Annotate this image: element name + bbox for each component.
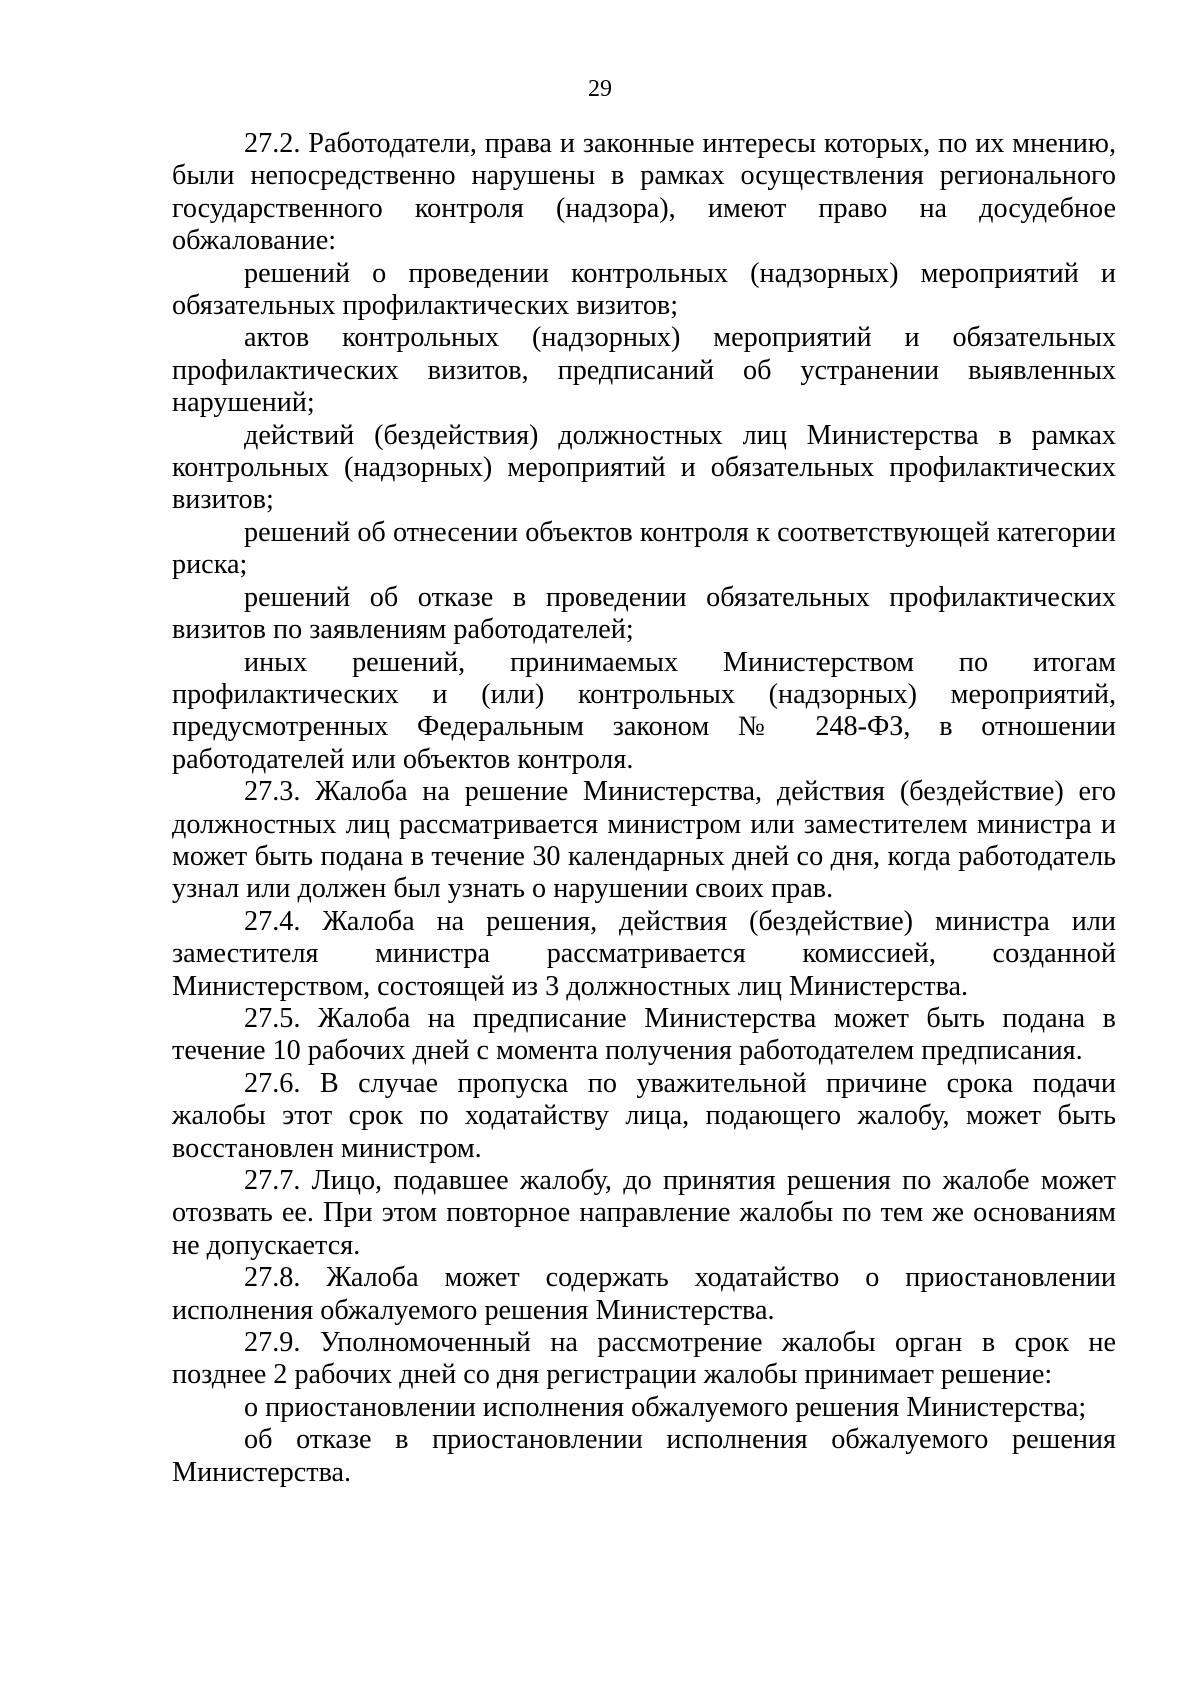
list-item-suspension: о приостановлении исполнения обжалуемого решения Министерства; (244, 1391, 1087, 1423)
paragraph-27-7: 27.7. Лицо, подавшее жалобу, до принятия решения по жалобе может отозвать ее. При этом повторное направление жалобы по тем же основаниям не допускается. (172, 1165, 1116, 1261)
paragraph-27-4: 27.4. Жалоба на решения, действия (бездействие) министра или заместителя министра рассматривается комиссией, созданной Министерством, состоящей из 3 должностных лиц Министерства. (172, 905, 1116, 1002)
document-body (172, 128, 1116, 1489)
page-number: 29 (588, 76, 612, 102)
list-item-actions: действий (бездействия) должностных лиц Министерства в рамках контрольных (надзорных) мероприятий и обязательных профилактических визитов; (172, 419, 1116, 516)
list-item-refusal-suspension: об отказе в приостановлении исполнения обжалуемого решения Министерства. (172, 1424, 1116, 1488)
paragraph-27-6: 27.6. В случае пропуска по уважительной причине срока подачи жалобы этот срок по ходатайству лица, подающего жалобу, может быть восстановлен министром. (172, 1067, 1116, 1164)
list-item-other-decisions: иных решений, принимаемых Министерством по итогам профилактических и (или) контрольных (надзорных) мероприятий, предусмотренных Федеральным законом № 248-ФЗ, в отношении работодателей или объектов контроля. (172, 646, 1116, 775)
paragraph-27-2: 27.2. Работодатели, права и законные интересы которых, по их мнению, были непосредственно нарушены в рамках осуществления регионального государственного контроля (надзора), имеют право на досудебное обжалование: (172, 128, 1116, 257)
list-item-refusal-visits: решений об отказе в проведении обязательных профилактических визитов по заявлениям работодателей; (172, 581, 1116, 646)
paragraph-27-5: 27.5. Жалоба на предписание Министерства может быть подана в течение 10 рабочих дней с момента получения работодателем предписания. (172, 1002, 1116, 1067)
list-item-risk-category: решений об отнесении объектов контроля к соответствующей категории риска; (172, 516, 1116, 581)
paragraph-27-9: 27.9. Уполномоченный на рассмотрение жалобы орган в срок не позднее 2 рабочих дней со дня регистрации жалобы принимает решение: (172, 1327, 1116, 1391)
paragraph-27-8: 27.8. Жалоба может содержать ходатайство о приостановлении исполнения обжалуемого решения Министерства. (172, 1262, 1116, 1326)
list-item-decisions-measures: решений о проведении контрольных (надзорных) мероприятий и обязательных профилактических визитов; (172, 257, 1116, 322)
list-item-acts: актов контрольных (надзорных) мероприятий и обязательных профилактических визитов, предписаний об устранении выявленных нарушений; (172, 322, 1116, 419)
paragraph-27-3: 27.3. Жалоба на решение Министерства, действия (бездействие) его должностных лиц рассматривается министром или заместителем министра и может быть подана в течение 30 календарных дней со дня, когда работодатель узнал или должен был узнать о нарушении своих прав. (172, 776, 1116, 905)
